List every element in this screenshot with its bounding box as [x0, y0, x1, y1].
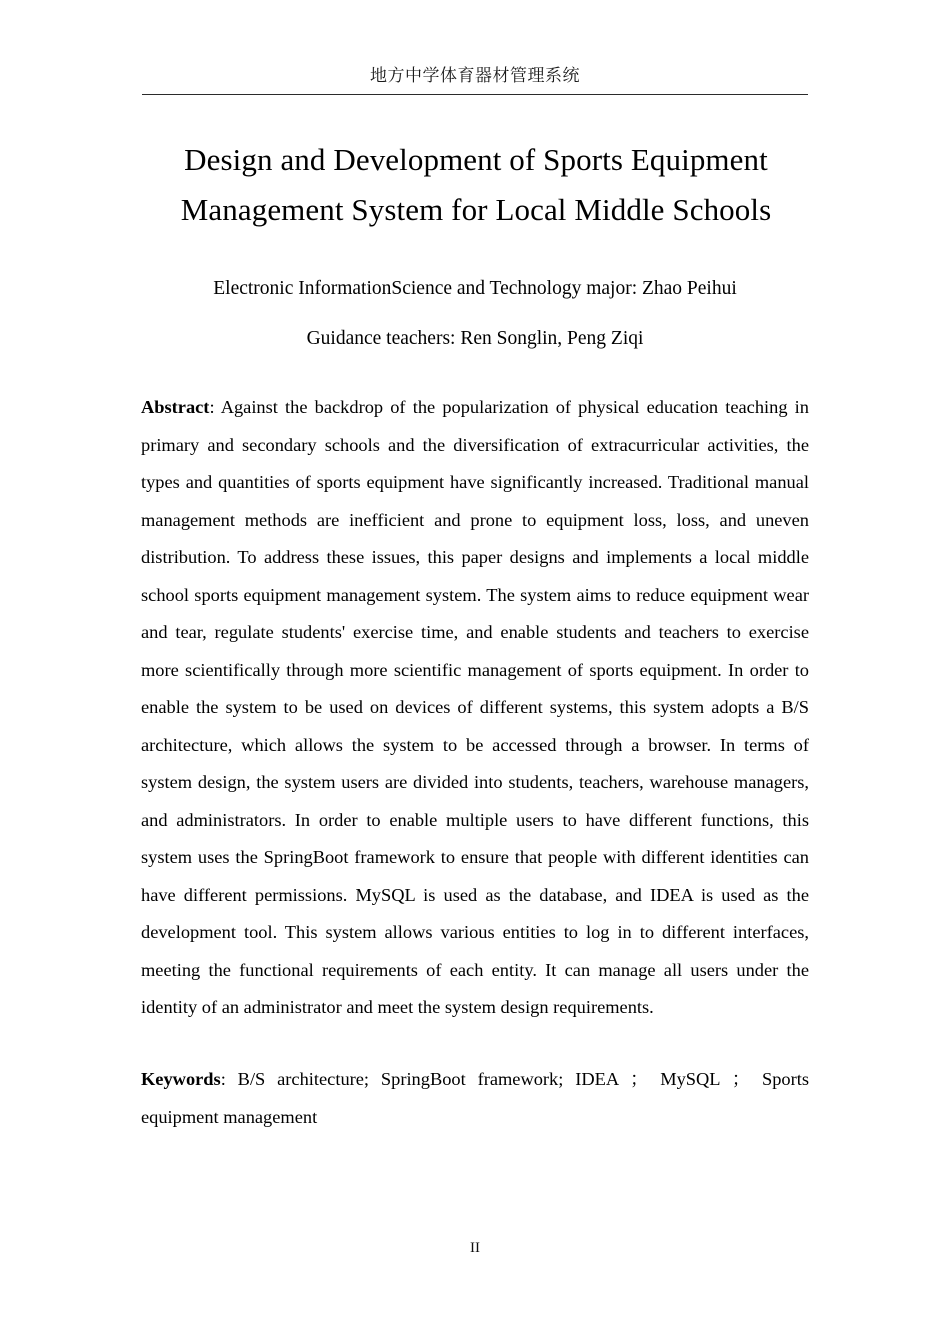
keywords-separator: : — [220, 1069, 238, 1090]
page-number-footer: II — [470, 1240, 480, 1256]
header-divider-rule — [142, 94, 808, 95]
abstract-paragraph — [141, 389, 809, 1027]
keywords-body: B/S architecture; SpringBoot framework; IDEA ； MySQL ； Sports equipment management — [141, 1069, 809, 1127]
abstract-label: Abstract — [141, 397, 210, 418]
keywords-label: Keywords — [141, 1069, 221, 1090]
advisor-line: Guidance teachers: Ren Songlin, Peng Ziqi — [306, 328, 644, 349]
running-header-title: 地方中学体育器材管理系统 — [370, 66, 580, 85]
author-major-line: Electronic InformationScience and Technology major: Zhao Peihui — [213, 278, 737, 299]
abstract-separator: : — [209, 397, 221, 418]
keywords-paragraph — [141, 1061, 809, 1136]
page-title: Design and Development of Sports Equipment Management System for Local Middle Schools — [180, 141, 772, 227]
abstract-body: Against the backdrop of the popularization of physical education teaching in primary and secondary schools and the diversification of extracurricular activities, the types and quantities of sports equipment have significantly increased. Traditional manual management methods are inefficient and prone to equipment loss, loss, and uneven distribution. To address these issues, this paper designs and implements a local middle school sports equipment management system. The system aims to reduce equipment wear and tear, regulate students' exercise time, and enable students and teachers to exercise more scientifically through more scientific management of sports equipment. In order to enable the system to be used on devices of different systems, this system adopts a B/S architecture, which allows the system to be accessed through a browser. In terms of system design, the system users are divided into students, teachers, warehouse managers, and administrators. In order to enable multiple users to have different functions, this system uses the SpringBoot framework to ensure that people with different identities can have different permissions. MySQL is used as the database, and IDEA is used as the development tool. This system allows various entities to log in to different interfaces, meeting the functional requirements of each entity. It can manage all users under the identity of an administrator and meet the system design requirements. — [141, 397, 809, 1018]
